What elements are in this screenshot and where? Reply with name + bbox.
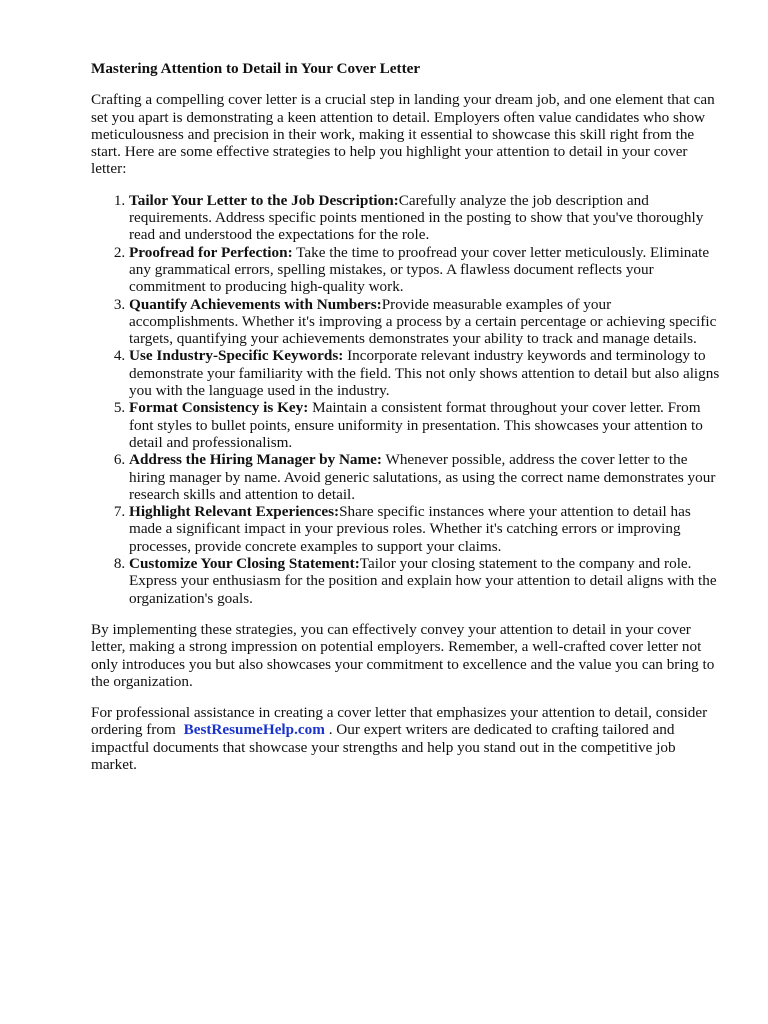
strategy-text: Tailor your closing statement to the company and role. Express your enthusiasm for the position and explain how your attention to detail aligns with the organization's goals. — [129, 555, 717, 607]
strategy-heading: Customize Your Closing Statement: — [129, 555, 360, 573]
list-item — [129, 399, 721, 451]
strategy-heading: Tailor Your Letter to the Job Description: — [129, 191, 399, 209]
strategy-heading: Quantify Achievements with Numbers: — [129, 295, 382, 313]
strategy-text: Whenever possible, address the cover letter to the hiring manager by name. Avoid generic salutations, as using the correct name demonstrates your research skills and attention to detail. — [129, 451, 716, 503]
list-item — [129, 451, 721, 503]
list-item — [129, 347, 721, 399]
conclusion-paragraph: By implementing these strategies, you can effectively convey your attention to detail in your cover letter, making a strong impression on potential employers. Remember, a well-crafted cover letter not only introduces you but also showcases your commitment to excellence and the value you can bring to the organization. — [91, 620, 715, 690]
document-title: Mastering Attention to Detail in Your Cover Letter — [91, 60, 421, 77]
strategy-text: Carefully analyze the job description and requirements. Address specific points mentioned in the posting to show that you've thoroughly read and understood the expectations for the role. — [129, 191, 704, 244]
strategy-text: Provide measurable examples of your accomplishments. Whether it's improving a process by a certain percentage or achieving specific targets, quantifying your achievements demonstrates your ability to track and manage details. — [129, 295, 717, 348]
list-item — [129, 192, 721, 244]
strategy-text: Share specific instances where your attention to detail has made a significant impact in your previous roles. Whether it's catching errors or improving processes, provide concrete examples to support your claims. — [129, 503, 691, 555]
list-item — [129, 244, 721, 296]
strategy-heading: Proofread for Perfection: — [129, 243, 293, 261]
strategy-heading: Address the Hiring Manager by Name: — [129, 451, 382, 469]
strategy-text: Incorporate relevant industry keywords and terminology to demonstrate your familiarity with the field. This not only shows attention to detail but also aligns you with the language used in the industry. — [129, 347, 720, 400]
strategy-text: Maintain a consistent format throughout your cover letter. From font styles to bullet points, ensure uniformity in presentation. This showcases your attention to detail and professionalism. — [129, 399, 703, 451]
cta-text-after: . Our expert writers are dedicated to crafting tailored and impactful documents that showcase your strengths and help you stand out in the competitive job market. — [91, 721, 676, 773]
strategy-list — [91, 192, 721, 607]
cta-paragraph — [91, 704, 721, 773]
document-page — [91, 60, 721, 787]
strategy-heading: Highlight Relevant Experiences: — [129, 503, 340, 521]
intro-paragraph: Crafting a compelling cover letter is a crucial step in landing your dream job, and one element that can set you apart is demonstrating a keen attention to detail. Employers often value candidates who show meticulousness and precision in their work, making it essential to showcase this skill right from the start. Here are some effective strategies to help you highlight your attention to detail in your cover letter: — [91, 91, 715, 178]
list-item — [129, 296, 721, 348]
list-item — [129, 503, 721, 555]
strategy-text: Take the time to proofread your cover letter meticulously. Eliminate any grammatical errors, spelling mistakes, or typos. A flawless document reflects your commitment to producing high-quality work. — [129, 243, 710, 296]
cta-text-before: For professional assistance in creating a cover letter that emphasizes your attention to detail, consider ordering from — [91, 704, 708, 739]
strategy-heading: Use Industry-Specific Keywords: — [129, 347, 344, 365]
strategy-heading: Format Consistency is Key: — [129, 399, 309, 417]
best-resume-help-link[interactable]: BestResumeHelp.com — [183, 721, 325, 739]
list-item — [129, 555, 721, 607]
